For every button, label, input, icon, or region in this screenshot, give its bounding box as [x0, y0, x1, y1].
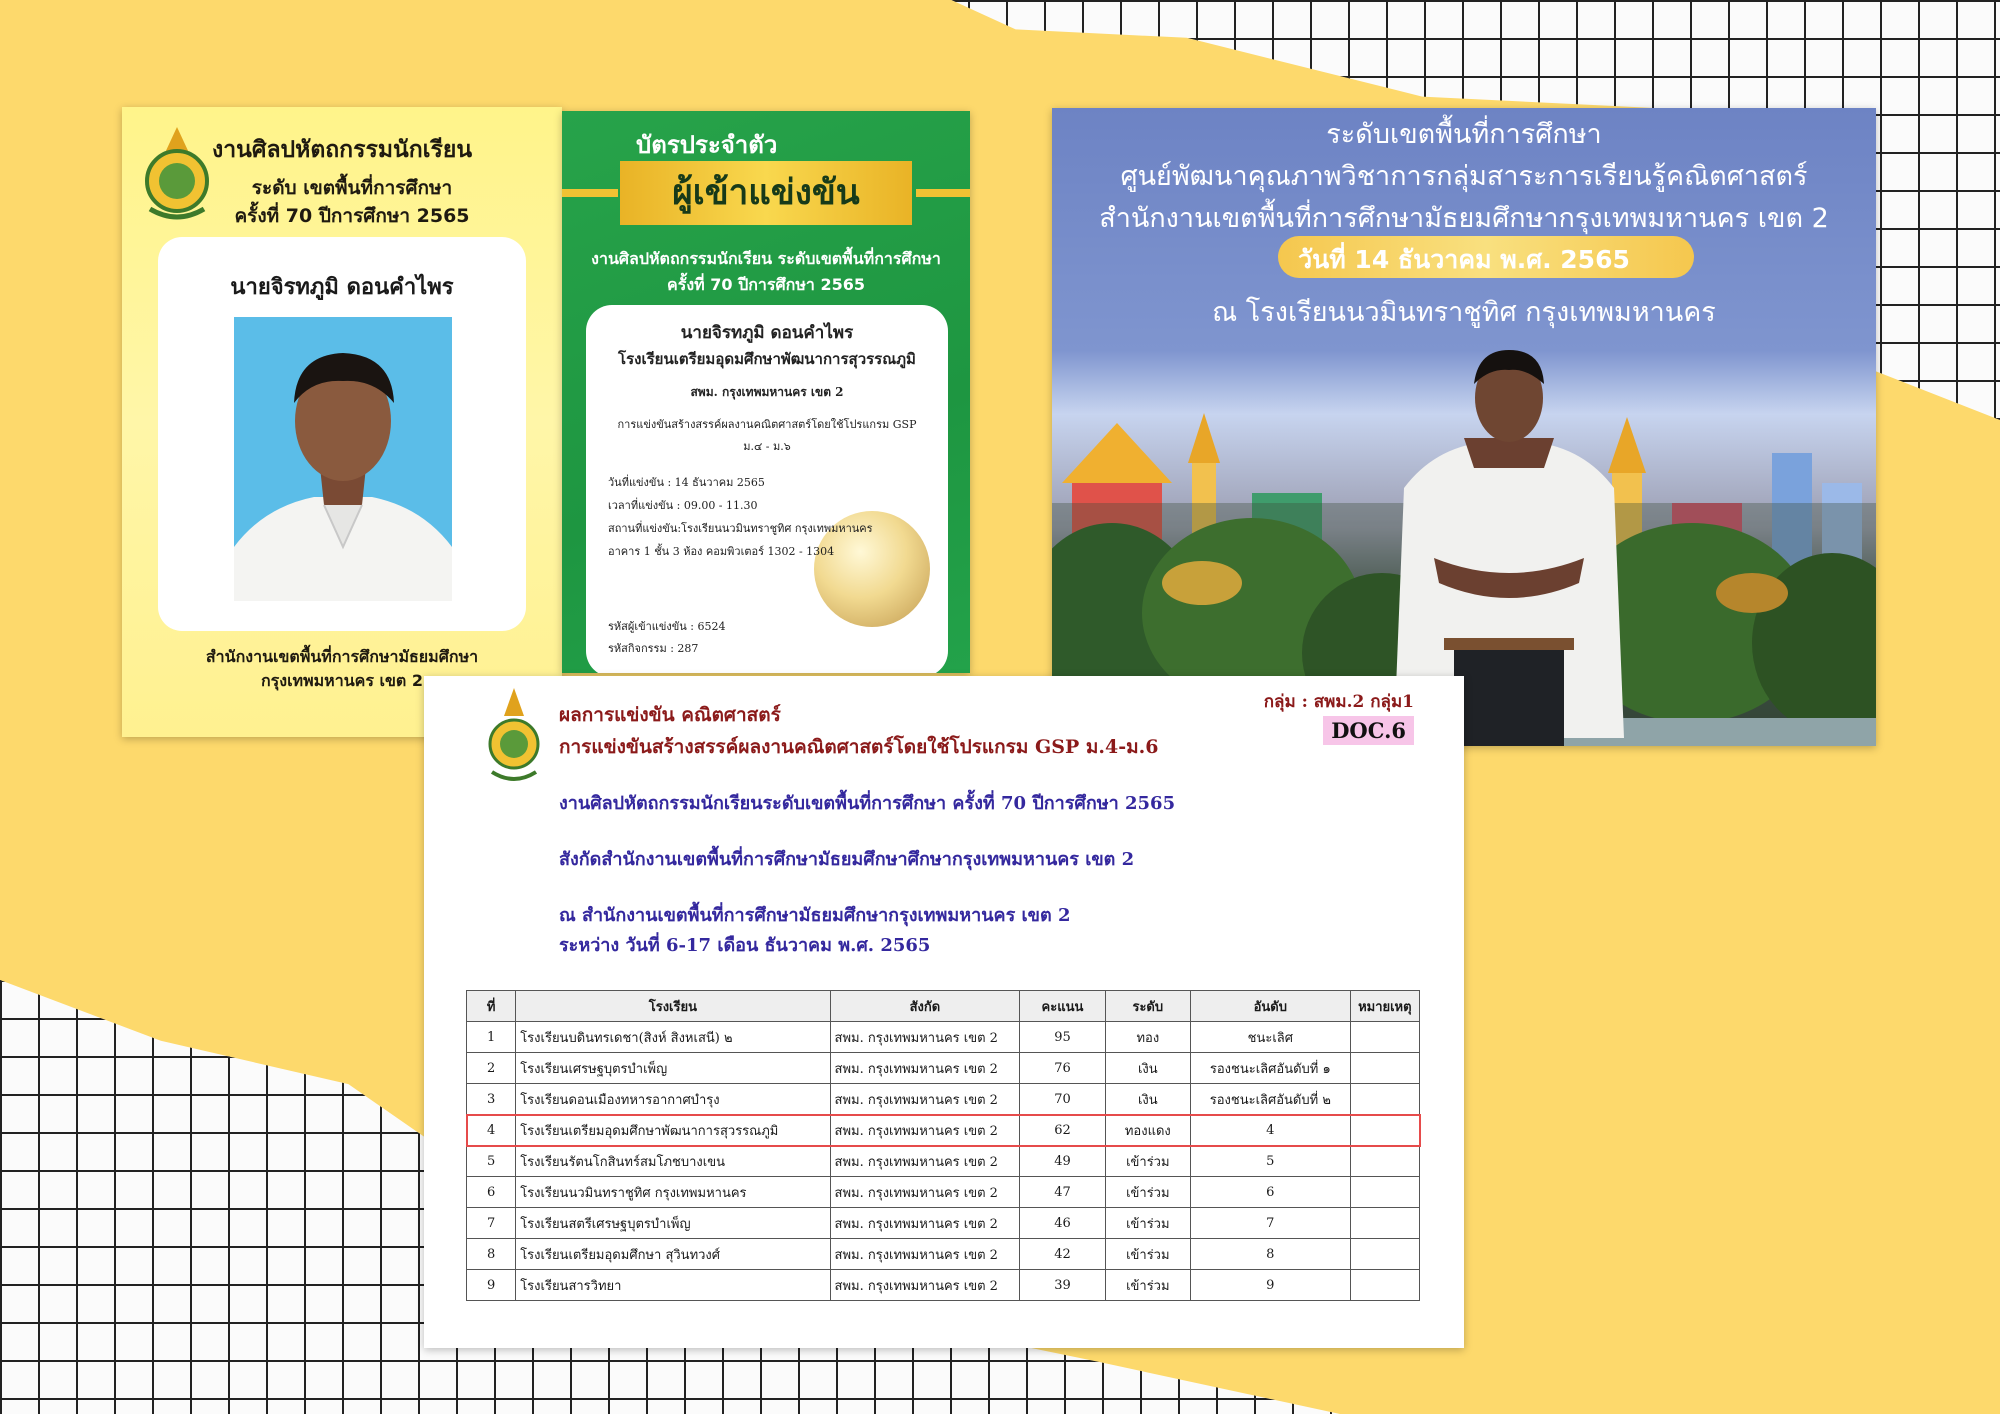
col-header-school: โรงเรียน [516, 991, 830, 1022]
cell-level: เข้าร่วม [1105, 1208, 1190, 1239]
table-header-row [467, 991, 1420, 1022]
competition-name-line1: การแข่งขันสร้างสรรค์ผลงานคณิตศาสตร์โดยใช้โปรแกรม GSP [617, 418, 917, 431]
school-emblem-icon [486, 686, 542, 790]
competitor-office: สพม. กรุงเทพมหานคร เขต 2 [690, 385, 844, 399]
cell-no: 2 [467, 1053, 516, 1084]
card-photo-frame [158, 237, 526, 631]
cell-note [1350, 1022, 1419, 1053]
results-table [466, 990, 1420, 1301]
student-name: นายจิรทภูมิ ดอนคำไพร [230, 274, 454, 300]
card-details-panel [586, 305, 948, 673]
cell-rank: 8 [1190, 1239, 1350, 1270]
cell-rank: รองชนะเลิศอันดับที่ ๑ [1190, 1053, 1350, 1084]
table-row [467, 1208, 1420, 1239]
competitor-school: โรงเรียนเตรียมอุดมศึกษาพัฒนาการสุวรรณภูมิ [618, 350, 916, 368]
cell-note [1350, 1239, 1419, 1270]
table-row-highlighted [467, 1115, 1420, 1146]
card-subtitle-line1: งานศิลปหัตถกรรมนักเรียน ระดับเขตพื้นที่การศึกษา [591, 249, 941, 268]
cell-no: 8 [467, 1239, 516, 1270]
cell-level: เงิน [1105, 1084, 1190, 1115]
backdrop-line3: สำนักงานเขตพื้นที่การศึกษามัธยมศึกษากรุงเทพมหานคร เขต 2 [1099, 203, 1829, 234]
results-subtitle: การแข่งขันสร้างสรรค์ผลงานคณิตศาสตร์โดยใช้โปรแกรม GSP ม.4-ม.6 [559, 736, 1159, 758]
cell-level: เงิน [1105, 1053, 1190, 1084]
competitor-card-green [562, 111, 970, 673]
student-card-yellow [122, 107, 562, 737]
results-group: กลุ่ม : สพม.2 กลุ่ม1 [1263, 692, 1414, 712]
cell-no: 4 [467, 1115, 516, 1146]
cell-level: เข้าร่วม [1105, 1270, 1190, 1301]
cell-level: เข้าร่วม [1105, 1146, 1190, 1177]
cell-school: โรงเรียนบดินทรเดชา(สิงห์ สิงหเสนี) ๒ [516, 1022, 830, 1053]
cell-rank: รองชนะเลิศอันดับที่ ๒ [1190, 1084, 1350, 1115]
student-portrait [234, 317, 452, 601]
cell-office: สพม. กรุงเทพมหานคร เขต 2 [830, 1084, 1020, 1115]
competition-venue: สถานที่แข่งขัน:โรงเรียนนวมินทราชูทิศ กรุงเทพมหานคร [608, 522, 873, 535]
cell-score: 49 [1020, 1146, 1105, 1177]
table-row [467, 1239, 1420, 1270]
col-header-no: ที่ [467, 991, 516, 1022]
cell-score: 47 [1020, 1177, 1105, 1208]
cell-no: 6 [467, 1177, 516, 1208]
card-footer-line2: กรุงเทพมหานคร เขต 2 [260, 671, 424, 690]
card-heading: บัตรประจำตัว [636, 131, 778, 159]
competition-name-line2: ม.๔ - ม.๖ [743, 440, 791, 453]
cell-note [1350, 1270, 1419, 1301]
cell-score: 70 [1020, 1084, 1105, 1115]
competitor-name: นายจิรทภูมิ ดอนคำไพร [680, 323, 854, 343]
cell-level: เข้าร่วม [1105, 1239, 1190, 1270]
cell-note [1350, 1177, 1419, 1208]
results-title: ผลการแข่งขัน คณิตศาสตร์ [559, 704, 781, 726]
cell-school: โรงเรียนเศรษฐบุตรบำเพ็ญ [516, 1053, 830, 1084]
cell-note [1350, 1084, 1419, 1115]
table-row [467, 1022, 1420, 1053]
cell-school: โรงเรียนสารวิทยา [516, 1270, 830, 1301]
col-header-note: หมายเหตุ [1350, 991, 1419, 1022]
cell-note [1350, 1146, 1419, 1177]
cell-rank: 6 [1190, 1177, 1350, 1208]
card-footer-line1: สำนักงานเขตพื้นที่การศึกษามัธยมศึกษา [205, 647, 479, 666]
backdrop-date: วันที่ 14 ธันวาคม พ.ศ. 2565 [1298, 245, 1630, 274]
competition-results-document [424, 676, 1464, 1348]
cell-office: สพม. กรุงเทพมหานคร เขต 2 [830, 1270, 1020, 1301]
card-subtitle-line2: ครั้งที่ 70 ปีการศึกษา 2565 [667, 275, 865, 294]
cell-office: สพม. กรุงเทพมหานคร เขต 2 [830, 1053, 1020, 1084]
cell-score: 62 [1020, 1115, 1105, 1146]
cell-rank: 4 [1190, 1115, 1350, 1146]
table-row [467, 1270, 1420, 1301]
card-level: ระดับ เขตพื้นที่การศึกษา [251, 177, 453, 199]
cell-no: 1 [467, 1022, 516, 1053]
results-info-event: งานศิลปหัตถกรรมนักเรียนระดับเขตพื้นที่การศึกษา ครั้งที่ 70 ปีการศึกษา 2565 [559, 793, 1176, 814]
cell-note [1350, 1208, 1419, 1239]
results-info-venue: ณ สำนักงานเขตพื้นที่การศึกษามัธยมศึกษากรุงเทพมหานคร เขต 2 [559, 905, 1071, 926]
competition-room: อาคาร 1 ชั้น 3 ห้อง คอมพิวเตอร์ 1302 - 1304 [608, 545, 835, 558]
cell-school: โรงเรียนเตรียมอุดมศึกษา สุวินทวงศ์ [516, 1239, 830, 1270]
cell-office: สพม. กรุงเทพมหานคร เขต 2 [830, 1146, 1020, 1177]
banner-stripe-right [916, 189, 970, 197]
banner-stripe-left [562, 189, 618, 197]
backdrop-line1: ระดับเขตพื้นที่การศึกษา [1326, 119, 1602, 150]
cell-note [1350, 1115, 1419, 1146]
results-info-dates: ระหว่าง วันที่ 6-17 เดือน ธันวาคม พ.ศ. 2565 [559, 935, 931, 956]
col-header-office: สังกัด [830, 991, 1020, 1022]
results-table-body [467, 1022, 1420, 1301]
table-row [467, 1053, 1420, 1084]
doc-code-badge: DOC.6 [1323, 716, 1414, 745]
cell-score: 39 [1020, 1270, 1105, 1301]
competition-time: เวลาที่แข่งขัน : 09.00 - 11.30 [608, 499, 758, 512]
activity-code: รหัสกิจกรรม : 287 [608, 642, 699, 655]
col-header-level: ระดับ [1105, 991, 1190, 1022]
cell-office: สพม. กรุงเทพมหานคร เขต 2 [830, 1022, 1020, 1053]
cell-school: โรงเรียนสตรีเศรษฐบุตรบำเพ็ญ [516, 1208, 830, 1239]
cell-note [1350, 1053, 1419, 1084]
cell-score: 42 [1020, 1239, 1105, 1270]
cell-office: สพม. กรุงเทพมหานคร เขต 2 [830, 1208, 1020, 1239]
backdrop-venue: ณ โรงเรียนนวมินทราชูทิศ กรุงเทพมหานคร [1212, 297, 1716, 328]
cell-office: สพม. กรุงเทพมหานคร เขต 2 [830, 1239, 1020, 1270]
table-row [467, 1146, 1420, 1177]
card-title: งานศิลปหัตถกรรมนักเรียน [212, 137, 473, 163]
cell-school: โรงเรียนนวมินทราชูทิศ กรุงเทพมหานคร [516, 1177, 830, 1208]
competitor-banner: ผู้เข้าแข่งขัน [620, 161, 912, 225]
cell-school: โรงเรียนรัตนโกสินทร์สมโภชบางเขน [516, 1146, 830, 1177]
cell-rank: 7 [1190, 1208, 1350, 1239]
results-info-office: สังกัดสำนักงานเขตพื้นที่การศึกษามัธยมศึกษาศึกษากรุงเทพมหานคร เขต 2 [559, 849, 1135, 870]
col-header-rank: อันดับ [1190, 991, 1350, 1022]
competitor-code: รหัสผู้เข้าแข่งขัน : 6524 [608, 620, 726, 633]
cell-rank: 5 [1190, 1146, 1350, 1177]
cell-no: 9 [467, 1270, 516, 1301]
cell-level: ทองแดง [1105, 1115, 1190, 1146]
col-header-score: คะแนน [1020, 991, 1105, 1022]
cell-school: โรงเรียนเตรียมอุดมศึกษาพัฒนาการสุวรรณภูมิ [516, 1115, 830, 1146]
cell-rank: ชนะเลิศ [1190, 1022, 1350, 1053]
competition-date: วันที่แข่งขัน : 14 ธันวาคม 2565 [608, 476, 765, 489]
cell-office: สพม. กรุงเทพมหานคร เขต 2 [830, 1177, 1020, 1208]
event-photo [1052, 108, 1876, 746]
cell-score: 95 [1020, 1022, 1105, 1053]
cell-no: 7 [467, 1208, 516, 1239]
cell-score: 46 [1020, 1208, 1105, 1239]
cell-no: 5 [467, 1146, 516, 1177]
table-row [467, 1177, 1420, 1208]
cell-level: ทอง [1105, 1022, 1190, 1053]
table-row [467, 1084, 1420, 1115]
card-edition: ครั้งที่ 70 ปีการศึกษา 2565 [234, 205, 470, 227]
cell-office: สพม. กรุงเทพมหานคร เขต 2 [830, 1115, 1020, 1146]
cell-rank: 9 [1190, 1270, 1350, 1301]
cell-no: 3 [467, 1084, 516, 1115]
cell-score: 76 [1020, 1053, 1105, 1084]
cell-school: โรงเรียนดอนเมืองทหารอากาศบำรุง [516, 1084, 830, 1115]
cell-level: เข้าร่วม [1105, 1177, 1190, 1208]
backdrop-line2: ศูนย์พัฒนาคุณภาพวิชาการกลุ่มสาระการเรียนรู้คณิตศาสตร์ [1120, 161, 1808, 192]
